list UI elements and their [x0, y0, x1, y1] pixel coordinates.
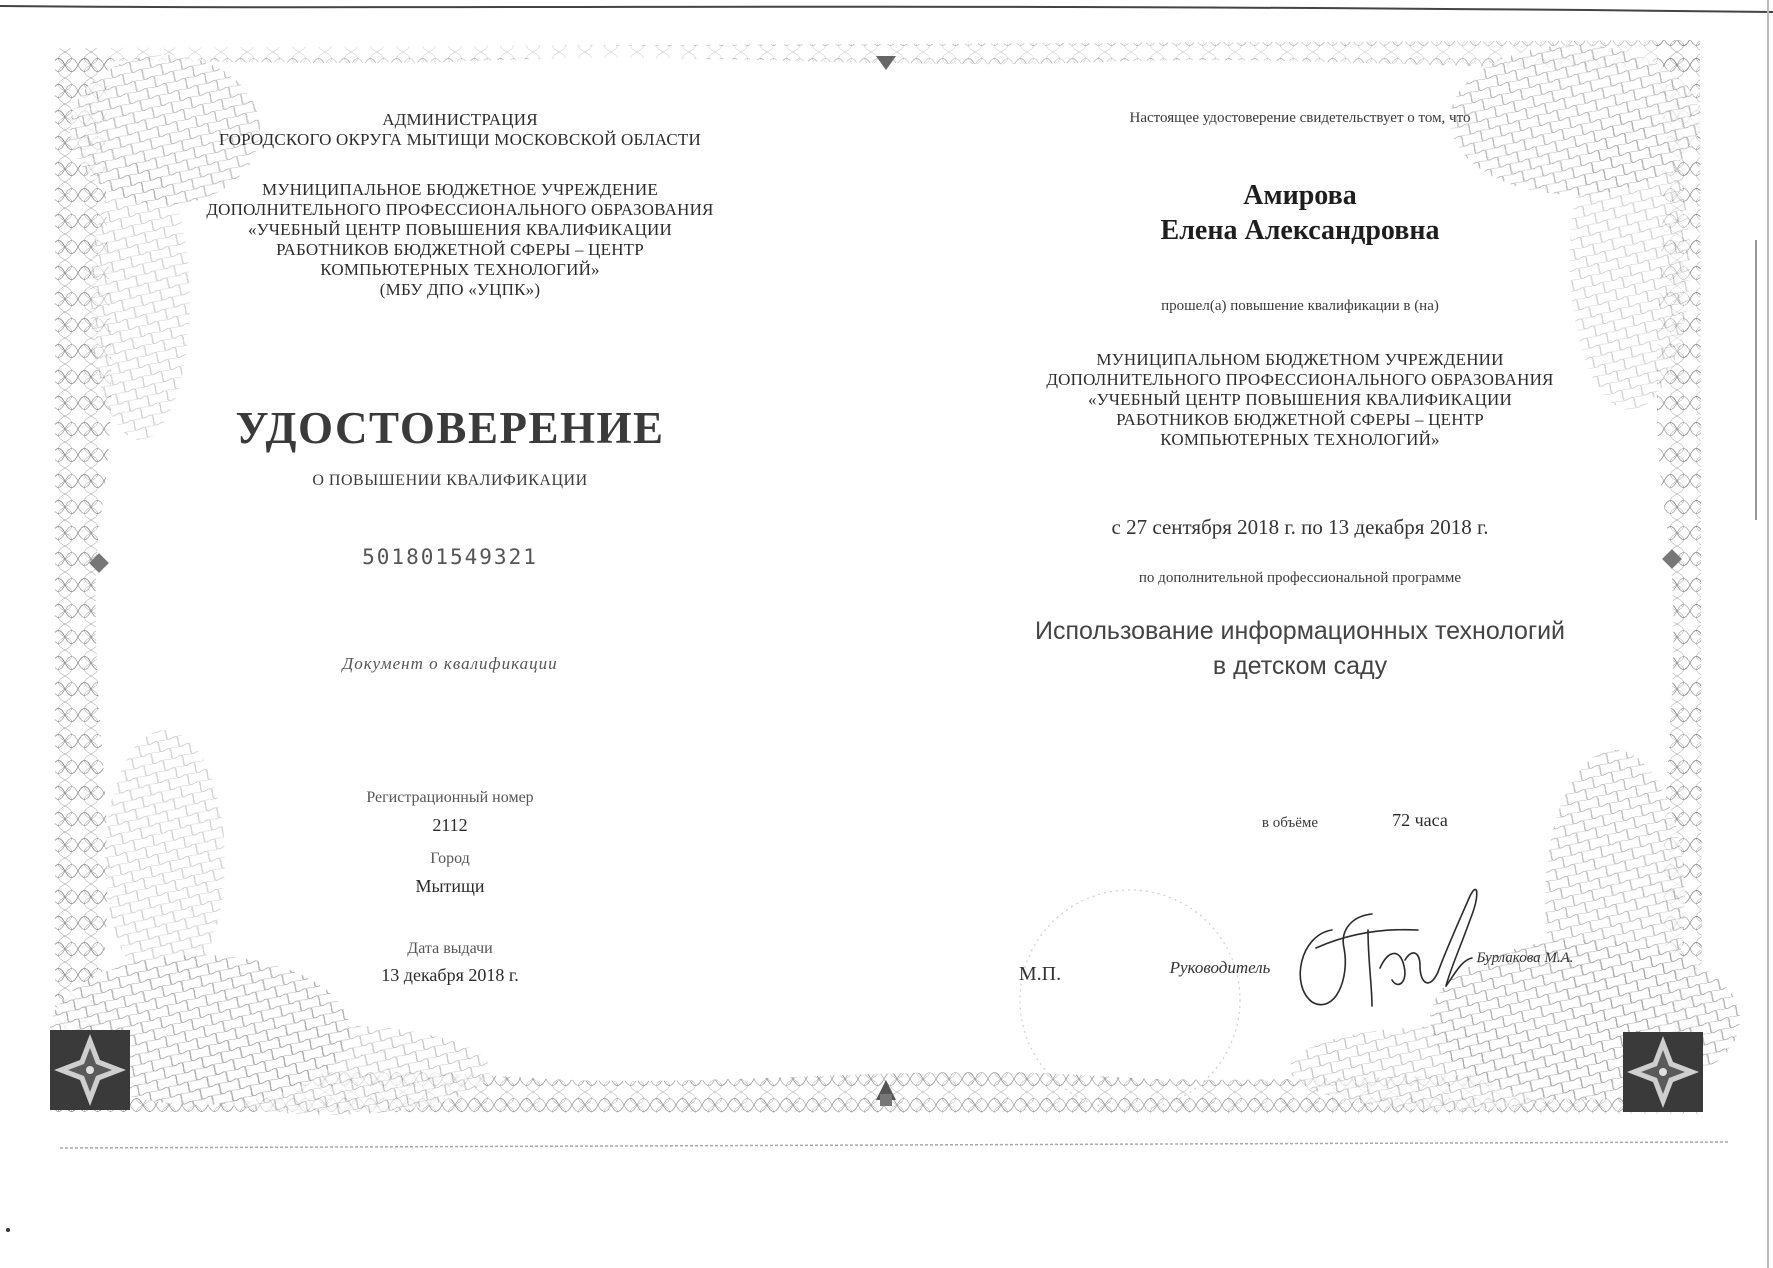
- holder-surname: Амирова: [1243, 180, 1357, 211]
- administration-line: АДМИНИСТРАЦИЯ: [382, 110, 538, 129]
- registration-number-label: Регистрационный номер: [366, 789, 534, 806]
- institution-line: ДОПОЛНИТЕЛЬНОГО ПРОФЕССИОНАЛЬНОГО ОБРАЗОВАНИЯ: [1046, 370, 1554, 390]
- institution-line: ДОПОЛНИТЕЛЬНОГО ПРОФЕССИОНАЛЬНОГО ОБРАЗОВАНИЯ: [206, 200, 714, 220]
- institution-line: МУНИЦИПАЛЬНОМ БЮДЖЕТНОМ УЧРЕЖДЕНИИ: [1096, 350, 1504, 369]
- program-title-line: в детском саду: [1212, 652, 1388, 680]
- completion-statement: прошел(а) повышение квалификации в (на): [1161, 298, 1439, 314]
- city-label: Город: [430, 850, 470, 867]
- document-title: УДОСТОВЕРЕНИЕ: [235, 403, 665, 453]
- institution-line: «УЧЕБНЫЙ ЦЕНТР ПОВЫШЕНИЯ КВАЛИФИКАЦИИ: [1087, 390, 1513, 410]
- program-label: по дополнительной профессиональной программе: [1138, 570, 1462, 586]
- head-signature-label: Руководитель: [1169, 958, 1271, 977]
- program-title-line: Использование информационных технологий: [1034, 617, 1566, 645]
- training-institution: [980, 350, 1620, 450]
- institution-line: «УЧЕБНЫЙ ЦЕНТР ПОВЫШЕНИЯ КВАЛИФИКАЦИИ: [247, 220, 673, 240]
- document-kind: Документ о квалификации: [342, 654, 558, 673]
- city: Мытищи: [415, 876, 485, 896]
- volume-hours: 72 часа: [1392, 810, 1448, 830]
- stamp-place: М.П.: [1018, 963, 1062, 985]
- institution-line: МУНИЦИПАЛЬНОЕ БЮДЖЕТНОЕ УЧРЕЖДЕНИЕ: [262, 180, 658, 199]
- training-period: с 27 сентября 2018 г. по 13 декабря 2018 г.: [1111, 515, 1489, 539]
- issue-date: 13 декабря 2018 г.: [381, 965, 519, 985]
- head-name: Бурлакова М.А.: [1476, 950, 1574, 966]
- issue-date-label: Дата выдачи: [407, 940, 493, 957]
- institution-line: КОМПЬЮТЕРНЫХ ТЕХНОЛОГИЙ»: [1160, 430, 1440, 450]
- certificate-intro: Настоящее удостоверение свидетельствует о том, что: [1129, 110, 1471, 126]
- registration-number: 2112: [432, 815, 468, 835]
- document-subtitle: О ПОВЫШЕНИИ КВАЛИФИКАЦИИ: [312, 472, 588, 489]
- volume-label: в объёме: [1261, 815, 1319, 831]
- institution-line: РАБОТНИКОВ БЮДЖЕТНОЙ СФЕРЫ – ЦЕНТР: [276, 240, 644, 260]
- holder-name: [1000, 178, 1600, 248]
- institution-line: (МБУ ДПО «УЦПК»): [379, 280, 541, 300]
- institution-line: РАБОТНИКОВ БЮДЖЕТНОЙ СФЕРЫ – ЦЕНТР: [1116, 410, 1484, 430]
- holder-given-names: Елена Александровна: [1160, 215, 1440, 246]
- administration-line: ГОРОДСКОГО ОКРУГА МЫТИЩИ МОСКОВСКОЙ ОБЛАСТИ: [218, 130, 701, 150]
- program-title: [960, 614, 1640, 684]
- administration-heading: [160, 110, 760, 150]
- institution-line: КОМПЬЮТЕРНЫХ ТЕХНОЛОГИЙ»: [320, 260, 600, 280]
- serial-number: 501801549321: [362, 545, 538, 569]
- issuer-institution: [140, 180, 780, 300]
